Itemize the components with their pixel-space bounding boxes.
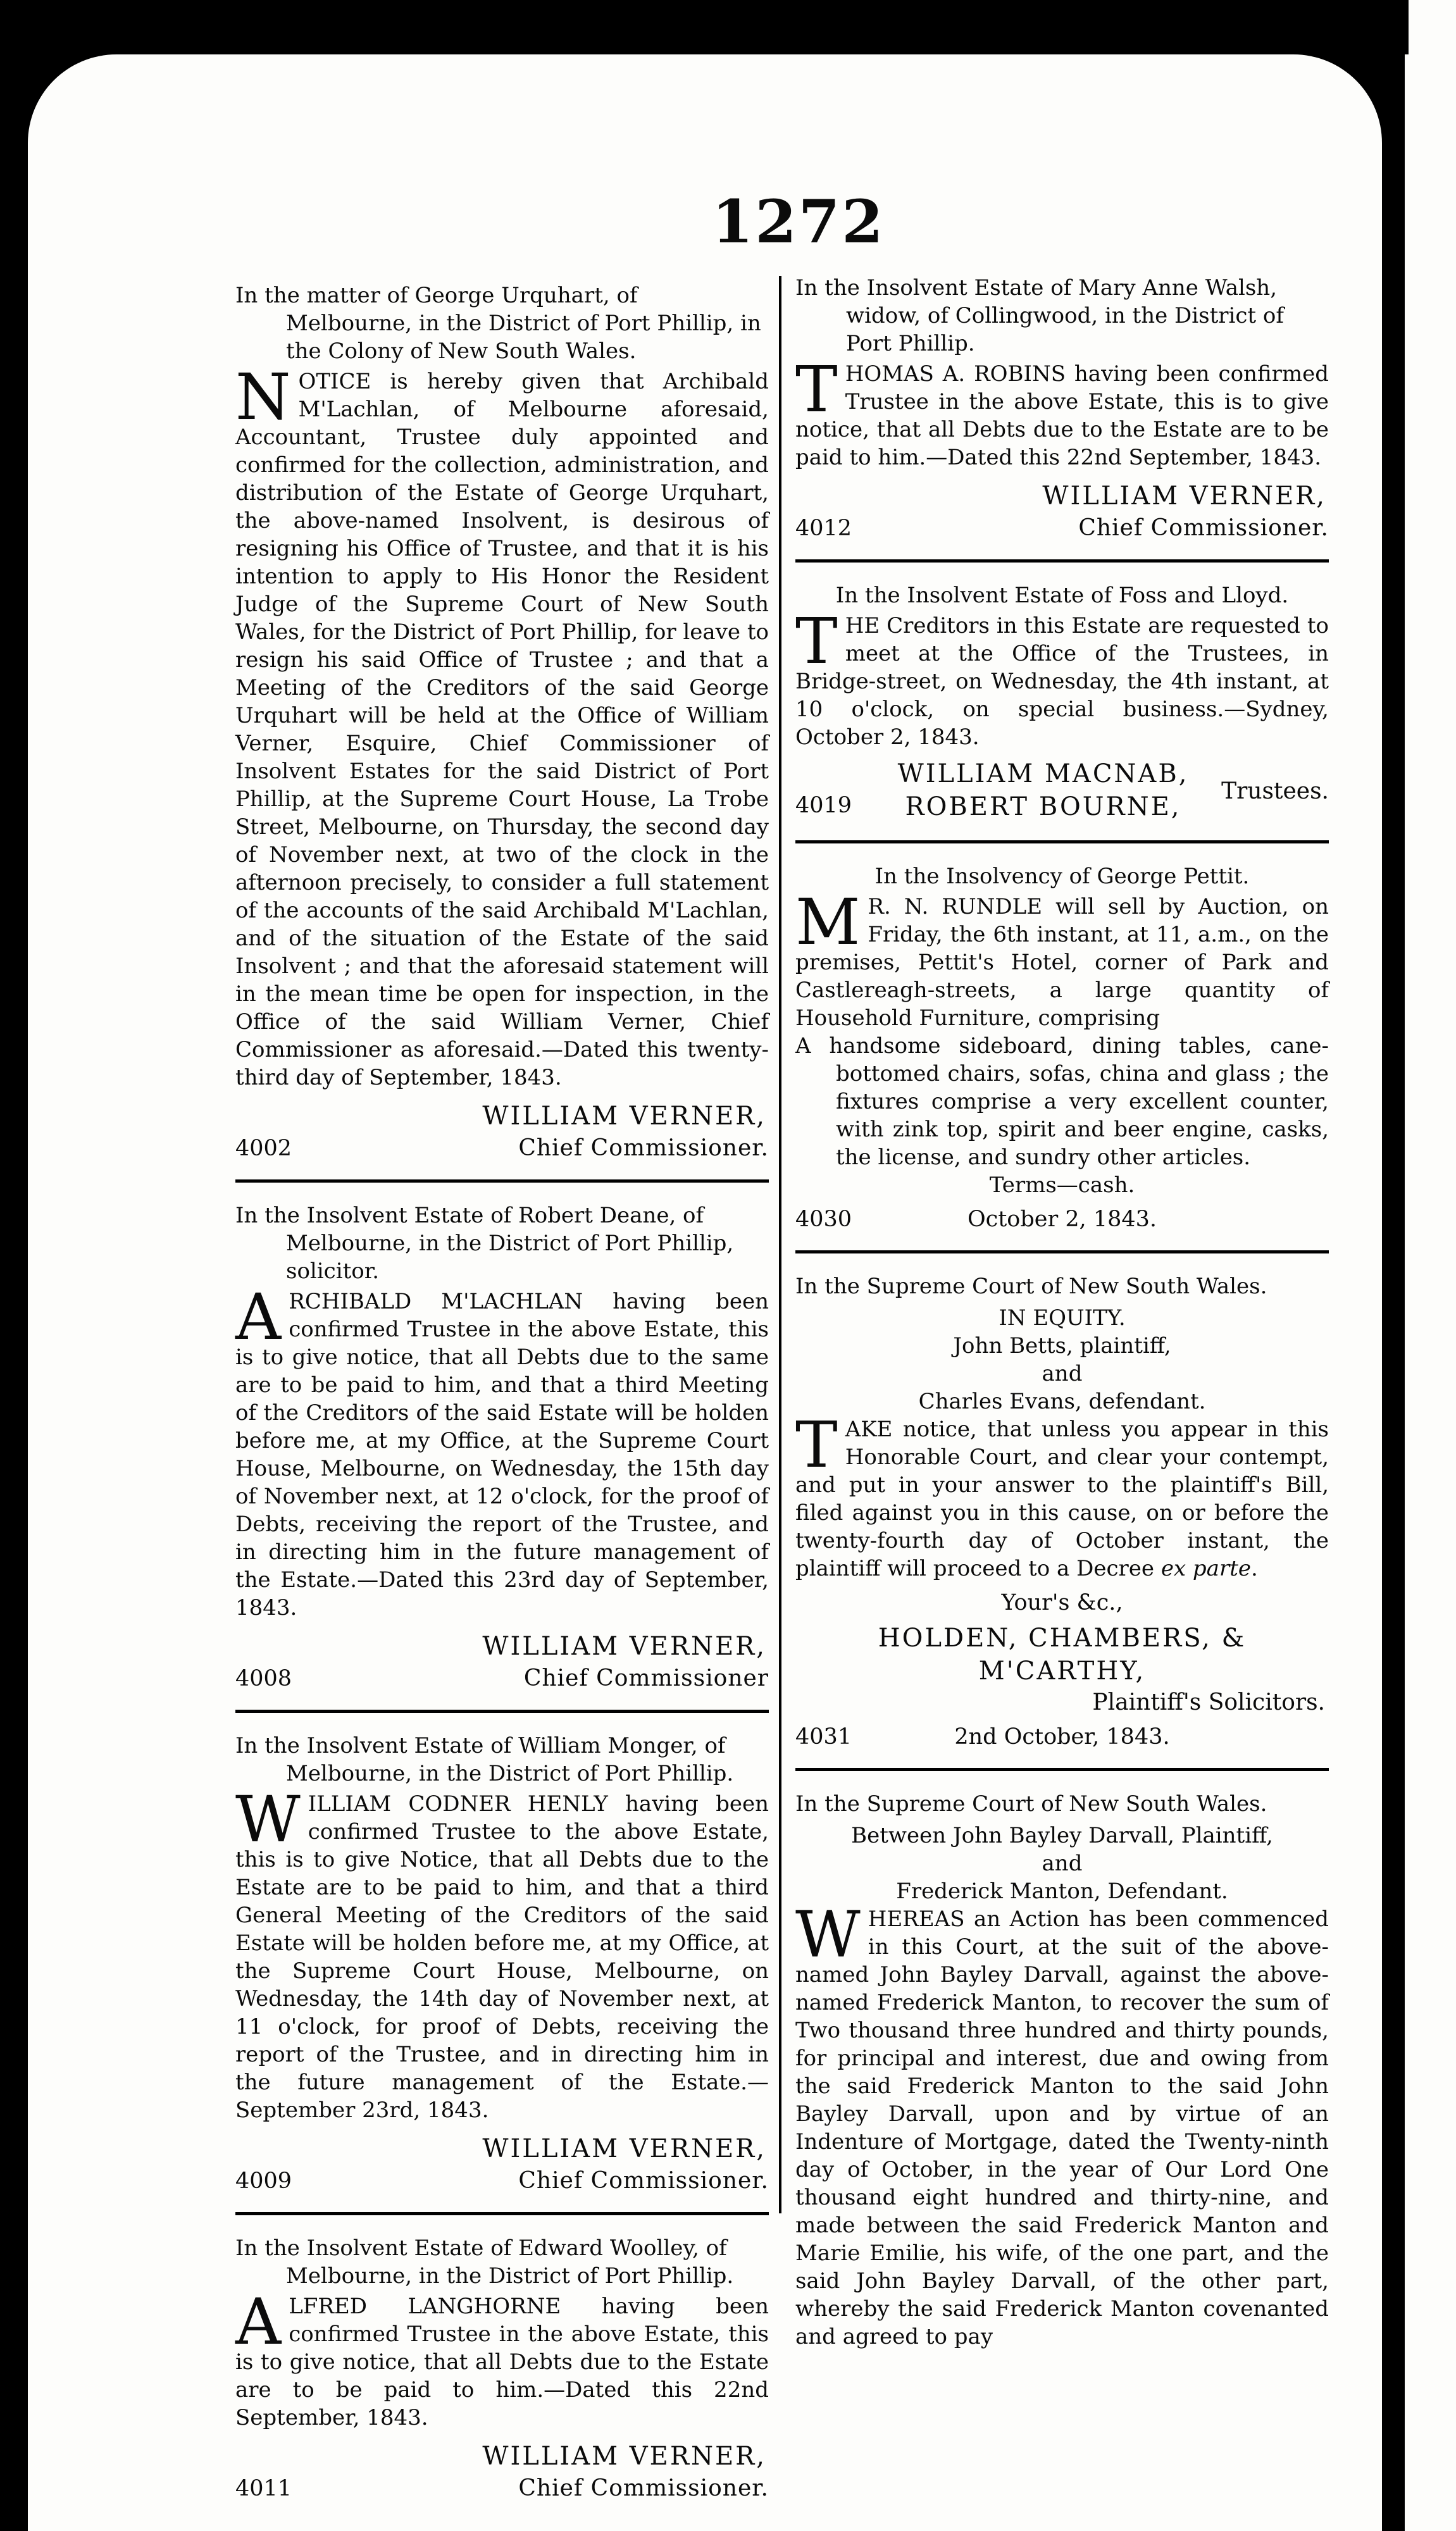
section-divider-rule bbox=[235, 1710, 769, 1713]
section-divider-rule bbox=[235, 2212, 769, 2215]
solicitors-firm-name: HOLDEN, CHAMBERS, & M'CARTHY, bbox=[878, 1624, 1247, 1686]
notice-title: In the Insolvent Estate of William Monger, of Melbourne, in the District of Port Phillip. bbox=[235, 1733, 734, 1786]
trustee-name: WILLIAM MACNAB, bbox=[897, 759, 1189, 788]
signature-role: Chief Commissioner. bbox=[518, 2475, 769, 2501]
signature-role: Chief Commissioner. bbox=[518, 1135, 769, 1161]
section-divider-rule bbox=[795, 1768, 1329, 1771]
notice-body bbox=[235, 1782, 769, 2124]
court-heading: In the Supreme Court of New South Wales. bbox=[795, 1274, 1267, 1299]
notice-foss-lloyd-estate bbox=[795, 581, 1329, 823]
notice-body-text: RCHIBALD M'LACHLAN having been confirmed Trustee in the above Estate, this is to give notice, that all Debts due to the same are to be paid to him, and that a third Meeting of the Creditors of the said Estate will be holden before me, at my Office, at the Supreme Court House, Melbourne, on Wednesday, the 15th day of November next, at 12 o'clock, for the proof of Debts, receiving the report of the Trustee, and in directing him in the future management of the Estate.—Dated this 23rd day of September, 1843. bbox=[235, 1289, 769, 1620]
signature-role: Chief Commissioner. bbox=[1078, 515, 1329, 541]
notice-equity-betts-v-evans bbox=[795, 1272, 1329, 1751]
section-divider-rule bbox=[795, 559, 1329, 563]
notice-title: In the Insolvent Estate of Edward Woolley, of Melbourne, in the District of Port Phillip. bbox=[235, 2236, 734, 2289]
notice-ref-number: 4009 bbox=[235, 2168, 292, 2194]
dropcap-initial: W bbox=[795, 1898, 861, 1972]
notice-body-text: OTICE is hereby given that Archibald M'Lachlan, of Melbourne aforesaid, Accountant, Trustee duly appointed and confirmed for the collection, administration, and distribution of the Estate of George Urquhart, the above-named Insolvent, is desirous of resigning his Office of Trustee, and that it is his intention to apply to His Honor the Resident Judge of the Supreme Court of New South Wales, for the District of Port Phillip, for leave to resign his said Office of Trustee ; and that a Meeting of the Creditors of the said George Urquhart will be held at the Office of William Verner, Esquire, Chief Commissioner of Insolvent Estates for the said District of Port Phillip, at the Supreme Court House, La Trobe Street, Melbourne, on Thursday, the second day of November next, at two of the clock in the afternoon precisely, to consider a full statement of the accounts of the said Archibald M'Lachlan, and of the situation of the Estate of the said Insolvent ; and that the aforesaid statement will in the mean time be open for inspection, in the Office of the said William Verner, Chief Commissioner as aforesaid.—Dated this twenty-third day of September, 1843. bbox=[235, 369, 769, 1090]
court-heading: In the Supreme Court of New South Wales. bbox=[795, 1791, 1267, 1817]
notice-ref-number: 4008 bbox=[235, 1666, 292, 1691]
auction-terms: Terms—cash. bbox=[989, 1172, 1135, 1198]
notice-body-text: HE Creditors in this Estate are requested to meet at the Office of the Trustees, in Bridge-street, on Wednesday, the 4th instant, at 10 o'clock, on special business.—Sydney, October 2, 1843. bbox=[795, 613, 1329, 750]
signature-row bbox=[235, 1135, 769, 1162]
notice-deane-estate bbox=[235, 1202, 769, 1693]
auction-items: A handsome sideboard, dining tables, cane-bottomed chairs, sofas, china and glass ; the fixtures comprise a very excellent counter, with zink top, spirit and beer engine, casks, the license, and sundry other articles. bbox=[795, 1033, 1329, 1170]
trustees-label: Trustees. bbox=[1221, 778, 1329, 804]
solicitors-role: Plaintiff's Solicitors. bbox=[1092, 1689, 1325, 1715]
signature-name: WILLIAM VERNER, bbox=[482, 2442, 766, 2471]
notice-body bbox=[795, 604, 1329, 751]
notice-ref-number: 4002 bbox=[235, 1136, 292, 1161]
notice-title: In the Insolvent Estate of Foss and Lloyd. bbox=[835, 583, 1289, 608]
court-division: IN EQUITY. bbox=[999, 1305, 1126, 1331]
notice-body-text: LFRED LANGHORNE having been confirmed Trustee in the above Estate, this is to give notice, that all Debts due to the Estate are to be paid to him.—Dated this 22nd September, 1843. bbox=[235, 2294, 769, 2430]
scan-border-right bbox=[1382, 0, 1405, 2531]
dropcap-initial: T bbox=[795, 604, 838, 678]
notice-title: In the Insolvent Estate of Robert Deane, of Melbourne, in the District of Port Phillip, solicitor. bbox=[235, 1203, 734, 1284]
dropcap-initial: T bbox=[795, 352, 838, 426]
notice-body bbox=[795, 1408, 1329, 1583]
page-number: 1272 bbox=[712, 187, 885, 257]
closing-line: Your's &c., bbox=[1001, 1590, 1123, 1615]
signature-row bbox=[235, 2167, 769, 2195]
trustees-signature-block bbox=[795, 751, 1329, 823]
party-conjunction: and bbox=[1042, 1851, 1083, 1876]
notice-urquhart-trustee-resignation bbox=[235, 282, 769, 1162]
notice-ref-number: 4030 bbox=[795, 1207, 852, 1232]
signature-name: WILLIAM VERNER, bbox=[482, 1102, 766, 1131]
notice-body-text: ILLIAM CODNER HENLY having been confirmed Trustee to the above Estate, this is to give Notice, that all Debts due to the Estate are to be paid to him, and that a third General Meeting of the Creditors of the said Estate will be holden before me, at my Office, at the Supreme Court House, Melbourne, on Wednesday, the 14th day of November next, at 11 o'clock, for proof of Debts, receiving the report of the Trustee, and in directing him in the future management of the Estate.—September 23rd, 1843. bbox=[235, 1791, 769, 2123]
notice-title: In the matter of George Urquhart, of Melbourne, in the District of Port Phillip, in the Colony of New South Wales. bbox=[235, 283, 761, 364]
latin-phrase: ex parte bbox=[1160, 1556, 1251, 1581]
signature-row bbox=[795, 514, 1329, 542]
notice-body bbox=[795, 1898, 1329, 2351]
notice-body bbox=[795, 885, 1329, 1032]
party-plaintiff: John Betts, plaintiff, bbox=[953, 1333, 1171, 1359]
dropcap-initial: W bbox=[235, 1782, 301, 1856]
signature-name: WILLIAM VERNER, bbox=[1042, 482, 1326, 511]
notice-body bbox=[235, 1280, 769, 1622]
party-conjunction: and bbox=[1042, 1361, 1083, 1386]
notice-ref-number: 4031 bbox=[795, 1724, 852, 1750]
signature-row bbox=[235, 1665, 769, 1693]
dropcap-initial: N bbox=[235, 360, 291, 434]
notice-ref-number: 4012 bbox=[795, 516, 852, 541]
notice-monger-estate bbox=[235, 1732, 769, 2195]
party-defendant: Frederick Manton, Defendant. bbox=[896, 1879, 1228, 1904]
notice-pettit-auction bbox=[795, 862, 1329, 1233]
notice-walsh-estate bbox=[795, 274, 1329, 542]
dropcap-initial: A bbox=[235, 2285, 282, 2359]
dropcap-initial: A bbox=[235, 1280, 282, 1354]
signature-name: WILLIAM VERNER, bbox=[482, 1632, 766, 1661]
signature-row bbox=[235, 2475, 769, 2503]
left-column bbox=[235, 282, 769, 2503]
party-plaintiff: Between John Bayley Darvall, Plaintiff, bbox=[851, 1823, 1273, 1848]
notice-ref-number: 4011 bbox=[235, 2476, 292, 2501]
section-divider-rule bbox=[795, 840, 1329, 843]
scan-border-top bbox=[0, 0, 1409, 54]
notice-body-text: HEREAS an Action has been commenced in this Court, at the suit of the above-named John Bayley Darvall, against the above-named Frederick Manton, to recover the sum of Two thousand three hundred and thirty pounds, for principal and interest, due and owing from the said Frederick Manton to the said John Bayley Darvall, upon and by virtue of an Indenture of Mortgage, dated the Twenty-ninth day of October, in the year of Our Lord One thousand eight hundred and thirty-nine, and made between the said Frederick Manton and Marie Emilie, his wife, of the one part, and the said John Bayley Darvall, of the other part, whereby the said Frederick Manton covenanted and agreed to pay bbox=[795, 1906, 1329, 2349]
notice-woolley-estate bbox=[235, 2234, 769, 2503]
notice-body-text: R. N. RUNDLE will sell by Auction, on Friday, the 6th instant, at 11, a.m., on the premises, Pettit's Hotel, corner of Park and Castlereagh-streets, a large quantity of Household Furniture, comprising bbox=[795, 894, 1329, 1031]
notice-body bbox=[795, 352, 1329, 471]
notice-body-tail: . bbox=[1251, 1556, 1258, 1581]
notice-title: In the Insolvent Estate of Mary Anne Walsh, widow, of Collingwood, in the District of Port Phillip. bbox=[795, 275, 1284, 356]
notice-date: 2nd October, 1843. bbox=[954, 1724, 1170, 1750]
party-defendant: Charles Evans, defendant. bbox=[918, 1389, 1206, 1414]
signature-name: WILLIAM VERNER, bbox=[482, 2134, 766, 2163]
scan-border-left bbox=[0, 0, 28, 2531]
notice-body bbox=[235, 2285, 769, 2432]
section-divider-rule bbox=[235, 1179, 769, 1183]
right-column bbox=[795, 274, 1329, 2351]
dropcap-initial: M bbox=[795, 885, 861, 959]
signature-role: Chief Commissioner bbox=[523, 1665, 769, 1691]
notice-body-text: HOMAS A. ROBINS having been confirmed Trustee in the above Estate, this is to give notice, that all Debts due to the Estate are to be paid to him.—Dated this 22nd September, 1843. bbox=[795, 361, 1329, 470]
ref-date-row bbox=[795, 1723, 1329, 1751]
notice-body-text: AKE notice, that unless you appear in this Honorable Court, and clear your contempt, and put in your answer to the plaintiff's Bill, filed against you in this cause, on or before the twenty-fourth day of October instant, the plaintiff will proceed to a Decree bbox=[795, 1417, 1329, 1581]
notice-darvall-v-manton bbox=[795, 1790, 1329, 2351]
notice-ref-number: 4019 bbox=[795, 793, 852, 818]
notice-date: October 2, 1843. bbox=[967, 1207, 1157, 1232]
dropcap-initial: T bbox=[795, 1408, 838, 1482]
notice-title: In the Insolvency of George Pettit. bbox=[874, 864, 1250, 889]
section-divider-rule bbox=[795, 1250, 1329, 1253]
ref-date-row bbox=[795, 1205, 1329, 1233]
trustee-name: ROBERT BOURNE, bbox=[905, 792, 1181, 821]
signature-role: Chief Commissioner. bbox=[518, 2168, 769, 2194]
column-divider-rule bbox=[779, 276, 781, 2213]
notice-body bbox=[235, 360, 769, 1091]
